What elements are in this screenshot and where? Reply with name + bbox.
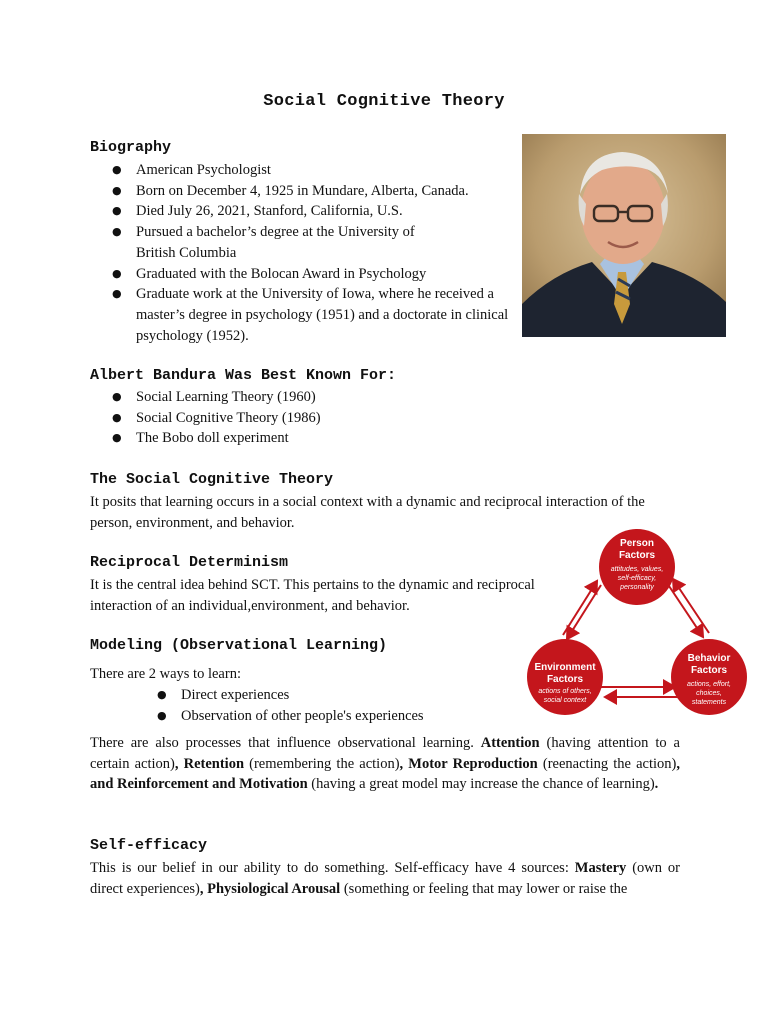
behavior-sub1: actions, effort, bbox=[687, 681, 731, 688]
behavior-title2: Factors bbox=[690, 665, 728, 676]
reciprocal-paragraph: It is the central idea behind SCT. This pertains to the dynamic and reciprocal interaction of an individual,environment, and behavior. bbox=[90, 577, 535, 614]
sct-heading: The Social Cognitive Theory bbox=[90, 471, 334, 488]
behavior-sub3: statements bbox=[691, 699, 727, 706]
list-item: ● Social Learning Theory (1960) bbox=[90, 387, 510, 408]
person-title2: Factors bbox=[618, 550, 656, 561]
biography-heading: Biography bbox=[90, 139, 172, 156]
self-efficacy-heading: Self-efficacy bbox=[90, 837, 208, 854]
sct-paragraph: It posits that learning occurs in a social context with a dynamic and reciprocal interaction of the person, environment, and behavior. bbox=[90, 494, 645, 531]
person-factors-node bbox=[599, 529, 675, 605]
biography-list bbox=[90, 160, 510, 346]
known-for-list bbox=[90, 387, 510, 449]
list-item: ● Direct experiences bbox=[135, 685, 515, 706]
person-sub3: personality bbox=[620, 584, 654, 591]
environment-title1: Environment bbox=[534, 662, 596, 673]
page-title: Social Cognitive Theory bbox=[263, 92, 505, 111]
modeling-heading: Modeling (Observational Learning) bbox=[90, 637, 388, 654]
list-item: ● The Bobo doll experiment bbox=[90, 428, 510, 449]
list-item: ● Pursued a bachelor’s degree at the University of British Columbia bbox=[90, 222, 436, 263]
list-item: ● Observation of other people's experiences bbox=[135, 706, 515, 727]
bandura-portrait bbox=[522, 134, 726, 337]
list-item: ● Died July 26, 2021, Stanford, California, U.S. bbox=[90, 201, 510, 222]
modeling-intro: There are 2 ways to learn: bbox=[90, 666, 241, 682]
reciprocal-determinism-diagram bbox=[523, 527, 753, 722]
person-sub2: self-efficacy, bbox=[617, 575, 657, 582]
processes-paragraph: There are also processes that influence observational learning. Attention (having attention to a certain action), Retention (remembering the action), Motor Reproduction (reenacting the action), and Reinforcement and Motivation (having a great model may increase the chance of learning). bbox=[90, 735, 680, 793]
list-item: ● Social Cognitive Theory (1986) bbox=[90, 408, 510, 429]
environment-sub2: social context bbox=[543, 697, 587, 704]
person-title1: Person bbox=[620, 538, 654, 549]
reciprocal-heading: Reciprocal Determinism bbox=[90, 554, 289, 571]
known-for-heading: Albert Bandura Was Best Known For: bbox=[90, 367, 397, 384]
environment-sub1: actions of others, bbox=[538, 688, 592, 695]
environment-title2: Factors bbox=[546, 674, 584, 685]
list-item: ● Born on December 4, 1925 in Mundare, Alberta, Canada. bbox=[90, 181, 510, 202]
list-item: ● Graduated with the Bolocan Award in Psychology bbox=[90, 264, 510, 285]
list-item: ● American Psychologist bbox=[90, 160, 510, 181]
behavior-sub2: choices, bbox=[696, 690, 722, 697]
person-sub1: attitudes, values, bbox=[610, 566, 664, 573]
list-item: ● Graduate work at the University of Iowa, where he received a master’s degree in psychology (1951) and a doctorate in clinical psychology (1952). bbox=[90, 284, 521, 346]
modeling-list bbox=[135, 685, 515, 726]
behavior-title1: Behavior bbox=[687, 653, 731, 664]
self-efficacy-paragraph: This is our belief in our ability to do something. Self-efficacy have 4 sources: Mastery (own or direct experiences), Physiological Arousal (something or feeling that may lower or raise the bbox=[90, 860, 680, 897]
behavior-factors-node bbox=[671, 639, 747, 715]
